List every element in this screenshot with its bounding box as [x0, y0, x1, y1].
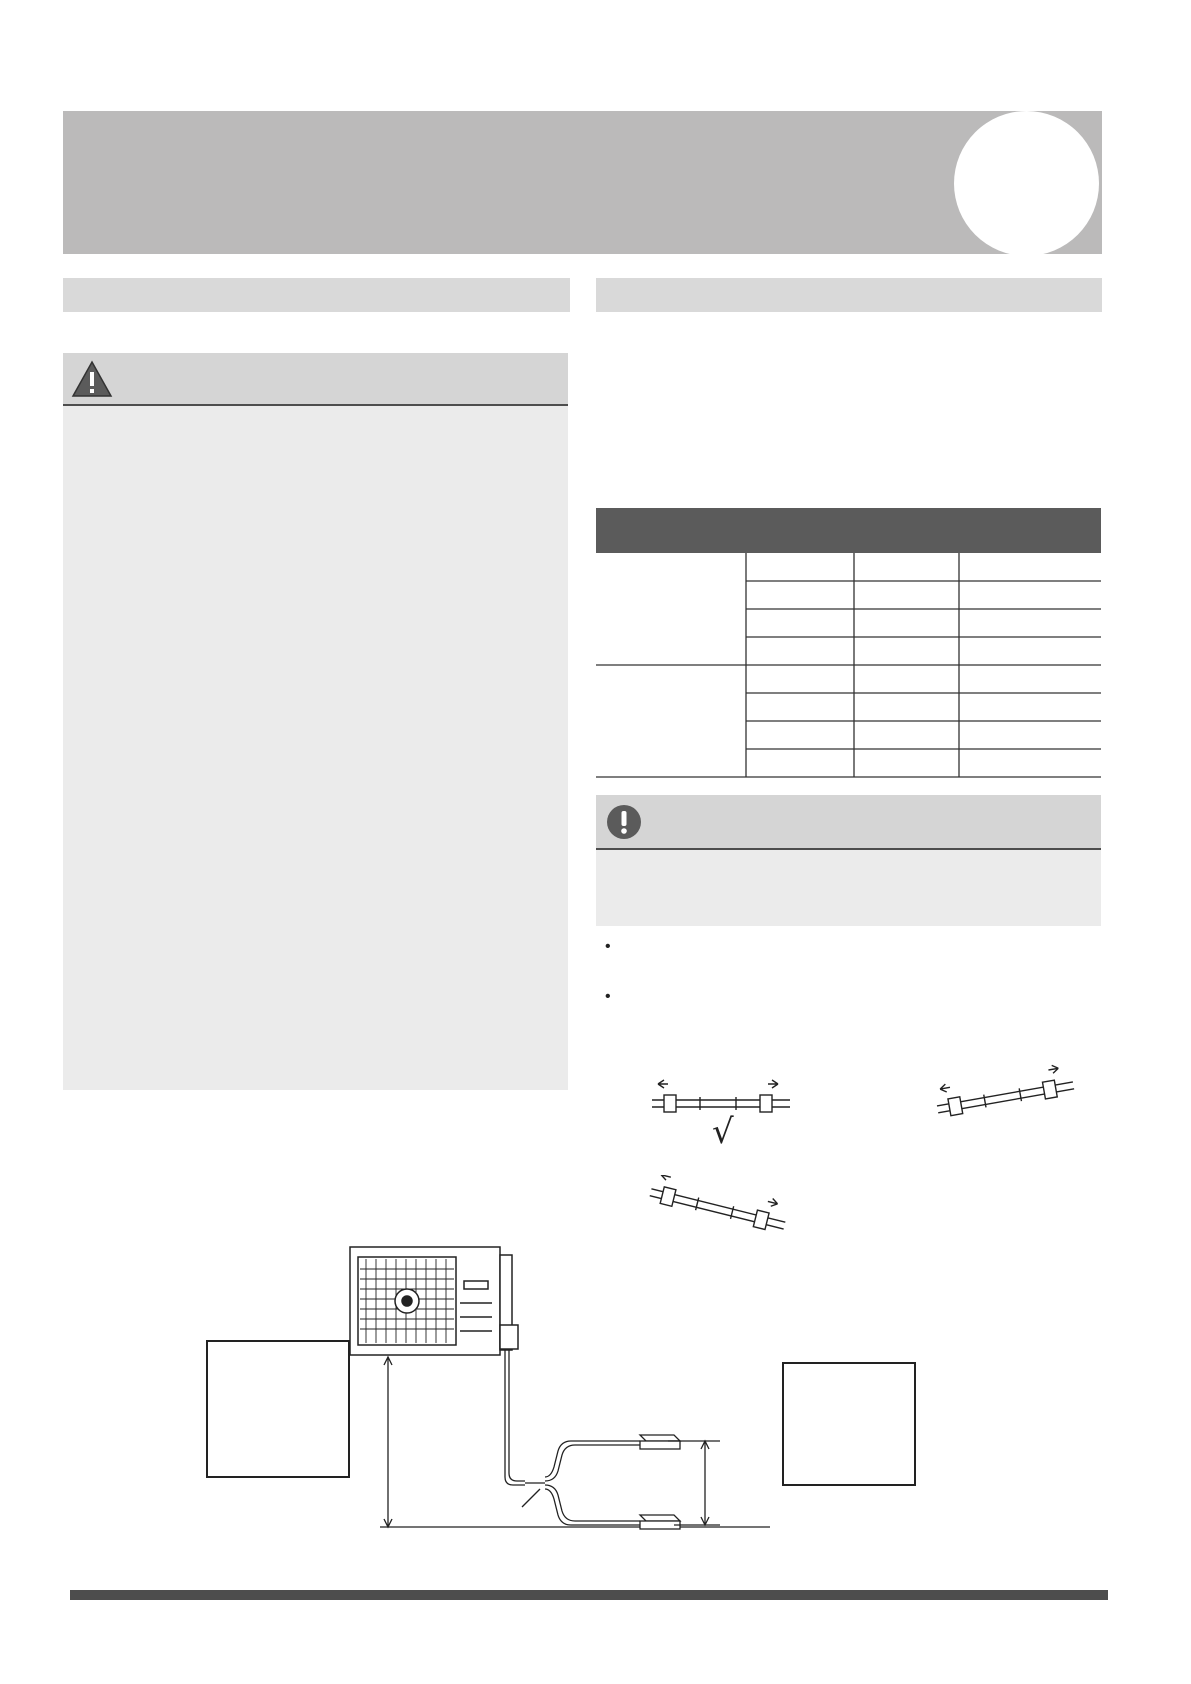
data-table-grid — [596, 553, 1102, 779]
note-text — [596, 850, 1101, 874]
left-callout-text — [208, 1342, 348, 1362]
left-callout-box — [206, 1340, 350, 1478]
note-header — [596, 795, 1101, 850]
pipe-tilted-up-illustration — [925, 1060, 1085, 1130]
warning-body — [63, 406, 568, 1090]
bullet-item: • — [605, 988, 611, 1005]
right-callout-box — [782, 1362, 916, 1486]
pipe-tilted-down-illustration — [635, 1175, 795, 1255]
installation-diagram — [340, 1245, 780, 1535]
warning-triangle-icon — [71, 360, 113, 398]
page-number-circle — [954, 111, 1099, 256]
right-section-bar — [596, 278, 1102, 312]
page-header-banner — [63, 111, 1102, 254]
warning-text — [63, 406, 568, 434]
footer-rule — [70, 1590, 1108, 1600]
warning-header — [63, 353, 568, 406]
right-callout-text — [784, 1364, 914, 1384]
left-section-bar — [63, 278, 570, 312]
bullet-item: • — [605, 938, 611, 955]
table-header — [596, 508, 1101, 553]
note-body — [596, 850, 1101, 926]
exclamation-circle-icon — [605, 803, 643, 841]
checkmark-icon: √ — [712, 1112, 734, 1152]
